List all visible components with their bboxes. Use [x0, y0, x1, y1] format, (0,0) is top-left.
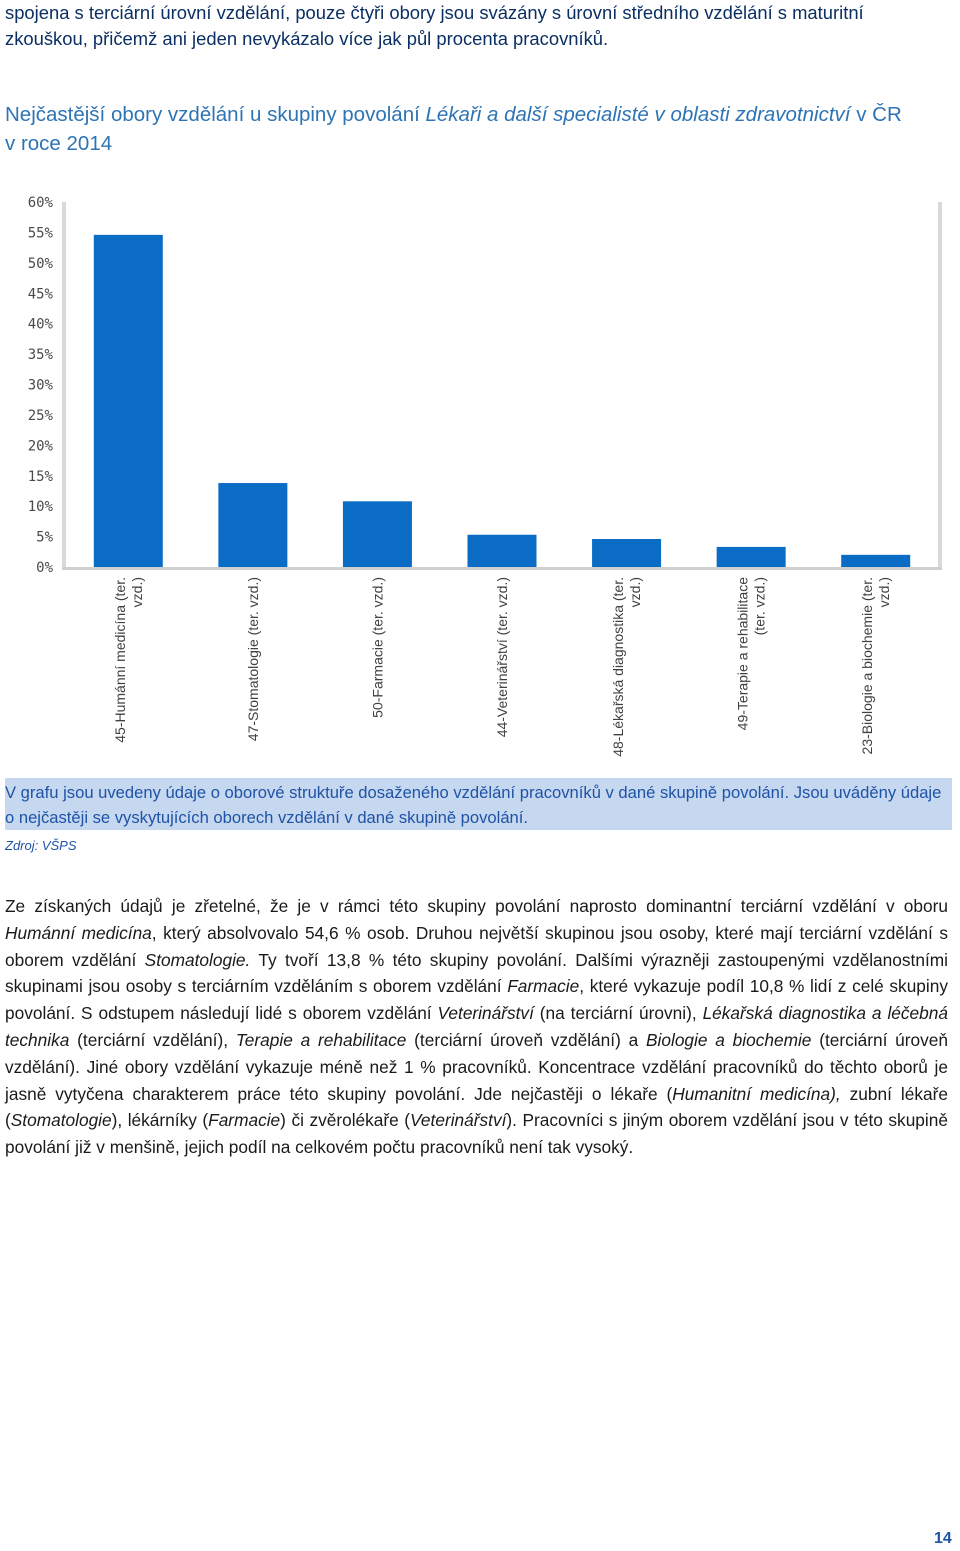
- x-category-label-line: 23-Biologie a biochemie (ter.: [859, 577, 876, 755]
- body-text-12: ). Pracovníci s jiným oborem vzdělání jsou v této skupině povolání již v menšině, jejich podíl na celkovém počtu pracovníků není tak vysoký.: [5, 1110, 948, 1158]
- y-tick-label: 15%: [27, 468, 53, 485]
- intro-line-2: zkouškou, přičemž ani jeden nevykázalo více jak půl procenta pracovníků.: [5, 28, 609, 49]
- y-tick-label: 45%: [27, 286, 53, 303]
- y-tick-label: 5%: [36, 529, 53, 546]
- chart-title-year: v roce 2014: [5, 132, 113, 155]
- body-text-7: (terciární úroveň vzdělání) a: [406, 1029, 646, 1050]
- bar: [841, 555, 910, 567]
- y-tick-label: 25%: [27, 407, 53, 424]
- x-category-label-line: 50-Farmacie (ter. vzd.): [369, 577, 386, 718]
- x-category-label: [369, 577, 385, 718]
- body-text-8: (terciární úroveň vzdělání). Jiné obory vzdělání vykazuje méně než 1 % pracovníků. Koncentrace vzdělání pracovníků do těchto oborů je jasně vytyčena charakterem práce této skupiny povolání. Jde nejčastěji o lékaře (: [5, 1029, 948, 1104]
- x-category-label-line: 47-Stomatologie (ter. vzd.): [244, 577, 261, 742]
- x-category-label: [494, 577, 510, 737]
- chart-title-part3: v ČR: [850, 103, 902, 126]
- chart-note: [5, 778, 952, 830]
- chart-title-group: Lékaři a další specialisté v oblasti zdravotnictví: [425, 103, 851, 126]
- body-italic-1: Humánní medicína: [5, 922, 152, 943]
- x-category-label-line: vzd.): [627, 577, 644, 608]
- x-category-label-line: (ter. vzd.): [751, 577, 768, 636]
- y-tick-label: 50%: [27, 255, 53, 272]
- x-category-label: [112, 577, 145, 743]
- body-italic-2: Stomatologie.: [144, 949, 251, 970]
- bar: [218, 483, 287, 567]
- body-text-4: , které vykazuje podíl 10,8 % lidí z celé skupiny povolání. S odstupem následují lidé s oborem vzdělání: [5, 976, 949, 1024]
- chart-title: [5, 100, 950, 158]
- body-italic-3: Farmacie: [507, 976, 580, 997]
- plot-floor: [62, 567, 942, 570]
- x-category-label-line: 44-Veterinářství (ter. vzd.): [494, 577, 510, 738]
- page-number: 14: [934, 1530, 952, 1547]
- body-text-10: ), lékárníky (: [111, 1110, 209, 1131]
- body-italic-5: Lékařská diagnostika a léčebná technika: [5, 1003, 948, 1050]
- intro-line-1: spojena s terciární úrovní vzdělání, pouze čtyři obory jsou svázány s úrovní středního vzdělání s maturitní: [5, 2, 864, 23]
- plot-left-wall: [62, 202, 66, 567]
- y-tick-label: 40%: [27, 316, 53, 333]
- bar: [717, 547, 786, 567]
- body-text-11: ) či zvěrolékaře (: [280, 1110, 411, 1131]
- bar: [94, 235, 163, 567]
- bar: [343, 501, 412, 567]
- x-category-label: [245, 577, 261, 741]
- y-tick-label: 20%: [27, 438, 53, 455]
- y-tick-label: 35%: [27, 347, 53, 364]
- body-italic-11: Veterinářství: [410, 1110, 507, 1131]
- body-text-3: Ty tvoří 13,8 % této skupiny povolání. Dalšími výrazněji zastoupenými vzdělanostními skupinami jsou osoby s terciárním vzděláním s oborem vzdělání: [5, 949, 948, 997]
- body-text-9: zubní lékaře (: [5, 1083, 948, 1131]
- x-category-label-line: 45-Humánní medicína (ter.: [111, 577, 128, 743]
- body-text-1: Ze získaných údajů je zřetelné, že je v rámci této skupiny povolání naprosto dominantní terciární vzdělání v oboru: [5, 896, 948, 916]
- body-italic-8: Humanitní medicína),: [672, 1083, 841, 1104]
- body-italic-4: Veterinářství: [437, 1003, 534, 1024]
- y-tick-label: 60%: [27, 195, 53, 211]
- x-category-label-line: vzd.): [128, 577, 145, 608]
- body-italic-7: Biologie a biochemie: [646, 1029, 812, 1050]
- bar: [468, 535, 537, 567]
- body-paragraph: [5, 893, 948, 1161]
- x-category-label-line: 49-Terapie a rehabilitace: [734, 577, 751, 731]
- y-tick-label: 55%: [27, 225, 53, 242]
- body-text-2: , který absolvovalo 54,6 % osob. Druhou největší skupinou jsou osoby, které mají terciární vzdělání s oborem vzdělání: [5, 922, 948, 970]
- body-text-5: (na terciární úrovni),: [533, 1003, 703, 1024]
- x-category-label: [610, 577, 643, 757]
- body-text-6: (terciární vzdělání),: [69, 1029, 236, 1050]
- bar: [592, 539, 661, 567]
- chart-note-text: V grafu jsou uvedeny údaje o oborové struktuře dosaženého vzdělání pracovníků v dané skupině povolání. Jsou uváděny údaje o nejčastěji se vyskytujících oborech vzdělání v dané skupině povolání.: [5, 783, 942, 827]
- body-italic-6: Terapie a rehabilitace: [235, 1029, 407, 1050]
- body-italic-10: Farmacie: [208, 1110, 281, 1131]
- y-tick-label: 0%: [36, 560, 53, 576]
- x-category-label-line: 48-Lékařská diagnostika (ter.: [610, 577, 627, 757]
- x-category-label: [735, 577, 768, 731]
- plot-right-wall: [938, 202, 942, 567]
- y-tick-label: 10%: [27, 499, 53, 516]
- chart-title-part1: Nejčastější obory vzdělání u skupiny povolání: [5, 103, 426, 126]
- plot-frame: [62, 202, 942, 570]
- bar-chart: [0, 185, 960, 770]
- y-tick-label: 30%: [27, 377, 53, 394]
- body-italic-9: Stomatologie: [10, 1110, 112, 1131]
- intro-paragraph: [5, 0, 950, 52]
- x-category-label: [859, 577, 892, 754]
- source-label: Zdroj: VŠPS: [5, 838, 77, 853]
- x-category-label-line: vzd.): [876, 577, 893, 608]
